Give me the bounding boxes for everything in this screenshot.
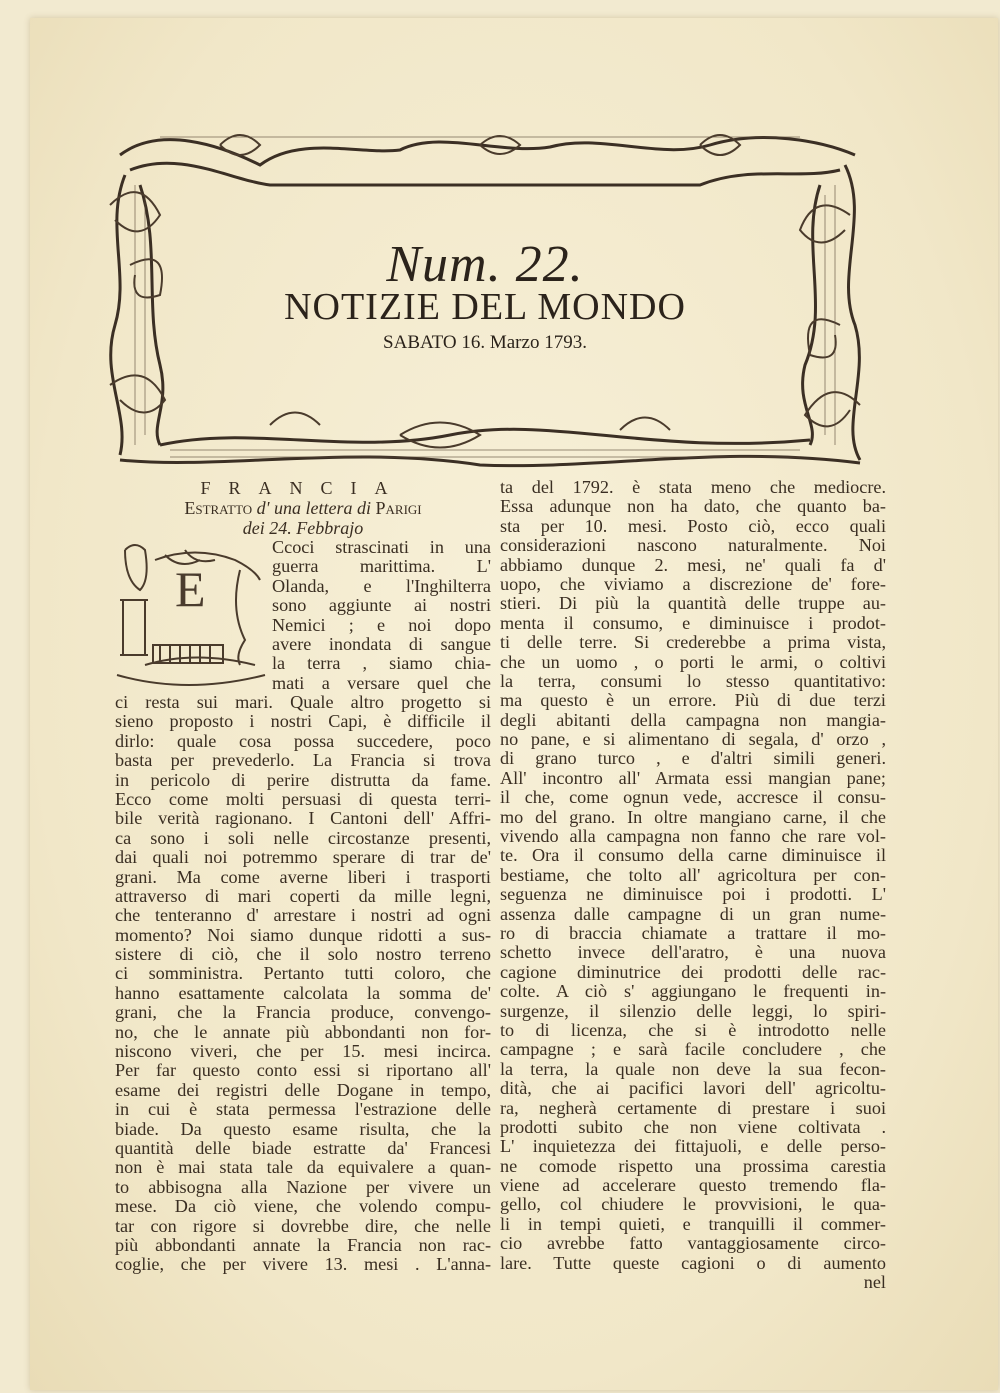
text-line: Nemici ; e noi dopo — [272, 614, 491, 635]
text-line: schetto invece dell'aratro, è una nuova — [500, 942, 886, 963]
text-line: li in tempi quieti, e tranquilli il commer- — [500, 1213, 886, 1234]
newspaper-title: NOTIZIE DEL MONDO — [284, 286, 686, 328]
text-line: All' incontro all' Armata essi mangian pane; — [500, 767, 886, 788]
text-line: surgenze, il silenzio delle leggi, lo spiri- — [500, 1000, 886, 1021]
left-column-text — [115, 693, 491, 1275]
text-line: Ecco come molti persuasi di questa terri- — [115, 788, 491, 809]
text-line: basta per prevederlo. La Francia si trova — [115, 750, 491, 771]
text-line: sta per 10. mesi. Posto ciò, ecco quali — [500, 515, 886, 536]
issue-date: SABATO 16. Marzo 1793. — [383, 332, 587, 353]
text-line: sono aggiunte ai nostri — [272, 595, 491, 616]
subheading-word: Estratto — [184, 498, 253, 518]
text-line: ci resta sui mari. Quale altro progetto si — [115, 692, 491, 712]
text-line: nel — [863, 1272, 886, 1293]
text-line: attraverso di mari coperti da mille legni, — [115, 885, 491, 906]
masthead-cartouche — [100, 125, 870, 470]
text-line: mo del grano. In oltre mangiano carne, il che — [500, 806, 886, 827]
text-line: niscono viveri, che per 15. mesi incirca. — [115, 1041, 491, 1062]
text-line: la terra, consumi lo stesso quantitativo: — [500, 670, 886, 691]
text-line: to abbisogna alla Nazione per vivere un — [115, 1176, 491, 1197]
text-line: no pane, e si alimentano di segala, d' orzo , — [500, 729, 886, 750]
text-line: uopo, che viviamo a discrezione de' fore- — [500, 573, 886, 594]
text-line: assenza dalle campagne di un gran nume- — [500, 903, 886, 924]
text-line: te. Ora il consumo della carne diminuisce il — [500, 845, 886, 866]
text-line: hanno esattamente calcolata la somma de' — [115, 982, 491, 1003]
text-line: dirlo: quale cosa possa succedere, poco — [115, 730, 491, 751]
text-line: mese. Da ciò viene, che volendo compu- — [115, 1196, 491, 1217]
text-line: dai quali noi potremmo sperare di trar de' — [115, 847, 491, 868]
text-line: avere inondata di sangue — [272, 633, 491, 654]
text-line: considerazioni nascono naturalmente. Noi — [500, 535, 886, 556]
text-line: grani, che la Francia produce, convengo- — [115, 1002, 491, 1023]
drop-cap-lines — [272, 538, 491, 693]
text-line: to di licenza, che si è introdotto nelle — [500, 1019, 886, 1040]
text-line: mati a versare quel che — [272, 672, 491, 693]
text-line: momento? Noi siamo dunque ridotti a sus- — [115, 924, 491, 945]
text-line: cio avrebbe fatto vantaggiosamente circo- — [500, 1233, 886, 1254]
text-line: cagione diminutrice dei prodotti delle rac- — [500, 961, 886, 982]
text-line: quantità delle biade estratte da' Francesi — [115, 1137, 491, 1158]
text-line: ta del 1792. è stata meno che mediocre. — [500, 477, 886, 497]
text-line: campagne ; e sarà facile concludere , che — [500, 1039, 886, 1060]
text-line: ra, negherà certamente di prestare i suoi — [500, 1097, 886, 1118]
text-line: il che, come ognun vede, accresce il consu- — [500, 787, 886, 808]
right-column-text — [500, 478, 886, 1292]
text-line: colte. A ciò s' aggiungano le frequenti in- — [500, 981, 886, 1002]
text-line: in pericolo di perire distrutta da fame. — [115, 769, 491, 790]
text-line: abbiamo dunque 2. mesi, ne' quali fa d' — [500, 554, 886, 575]
text-line: Per far questo conto essi si riportano all' — [115, 1060, 491, 1081]
text-line: ci somministra. Pertanto tutti coloro, che — [115, 963, 491, 984]
text-line: Olanda, e l'Inghilterra — [272, 575, 491, 596]
text-line: ca sono i soli nelle circostanze presenti, — [115, 827, 491, 848]
text-line: degli abitanti della campagna non mangia- — [500, 709, 886, 730]
drop-cap-letter: E — [175, 561, 206, 617]
text-line: tar con rigore si dovrebbe dire, che nelle — [115, 1215, 491, 1236]
article-subheading — [115, 498, 491, 518]
text-line: gello, col chiudere le provvisioni, le qua- — [500, 1194, 886, 1215]
text-line: bile verità ragionano. I Cantoni dell' Affri- — [115, 808, 491, 829]
text-line: L' inquietezza dei fittajuoli, e delle perso- — [500, 1136, 886, 1157]
text-line: ti delle terre. Si crederebbe a prima vista, — [500, 632, 886, 653]
text-line: la terra, la quale non deve la sua fecon- — [500, 1058, 886, 1079]
text-line: stieri. Di più la quantità delle truppe au- — [500, 593, 886, 614]
text-line: lare. Tutte queste cagioni o di aumento — [500, 1252, 886, 1273]
right-column — [500, 478, 886, 1292]
text-line: dità, che ai pacifici lavori dell' agricoltu- — [500, 1078, 886, 1099]
text-line: più abbondanti annate la Francia non rac- — [115, 1234, 491, 1255]
text-line: viene ad accelerare questo tremendo fla- — [500, 1175, 886, 1196]
drop-cap-paragraph — [115, 538, 491, 693]
drop-cap-ornament — [115, 540, 267, 690]
text-line: la terra , siamo chia- — [272, 653, 491, 674]
text-line: no, che le annate più abbondanti non for- — [115, 1021, 491, 1042]
text-line: menta il consumo, e diminuisce i prodot- — [500, 612, 886, 633]
text-line: ma questo è un errore. Più di due terzi — [500, 690, 886, 711]
subheading-city: Parigi — [375, 498, 422, 518]
text-line: in cui è stata permessa l'estrazione delle — [115, 1099, 491, 1120]
text-line: coglie, che per vivere 13. mesi . L'anna- — [115, 1254, 491, 1275]
left-column — [115, 478, 491, 1275]
text-line: di grano turco , e d'altri simili generi. — [500, 748, 886, 769]
text-line: seguenza ne diminuisce poi i prodotti. L' — [500, 884, 886, 905]
article-dateline — [115, 518, 491, 538]
text-line: biade. Da questo esame risulta, che la — [115, 1118, 491, 1139]
issue-number: Num. 22. — [386, 236, 584, 293]
text-line: Ccoci strascinati in una — [272, 537, 491, 557]
text-line: che tenteranno d' arrestare i nostri ad ogni — [115, 905, 491, 926]
text-line: sieno proposto i nostri Capi, è difficile il — [115, 711, 491, 732]
text-line: guerra marittima. L' — [272, 556, 491, 577]
text-line: ro di braccia chiamate a trattare il mo- — [500, 922, 886, 943]
text-line: che un uomo , o porti le armi, o coltivi — [500, 651, 886, 672]
text-line: esame dei registri delle Dogane in tempo, — [115, 1079, 491, 1100]
text-line: Essa adunque non ha dato, che quanto ba- — [500, 496, 886, 517]
text-line: grani. Ma come averne liberi i trasporti — [115, 866, 491, 887]
text-line: bestiame, che tolto all' agricoltura per con- — [500, 864, 886, 885]
section-heading: FRANCIA — [200, 478, 406, 498]
dateline-text: dei 24. Febbrajo — [242, 518, 364, 538]
text-line: vivendo alla campagna non fanno che rare vol- — [500, 826, 886, 847]
text-line: sistere di ciò, che il solo nostro terreno — [115, 944, 491, 965]
subheading-italic: d' una lettera di — [256, 498, 372, 518]
text-line: ne comode rispetto una prossima carestia — [500, 1155, 886, 1176]
text-line: prodotti subito che non viene coltivata . — [500, 1116, 886, 1137]
text-line: non è mai stata tale da equivalere a quan- — [115, 1157, 491, 1178]
